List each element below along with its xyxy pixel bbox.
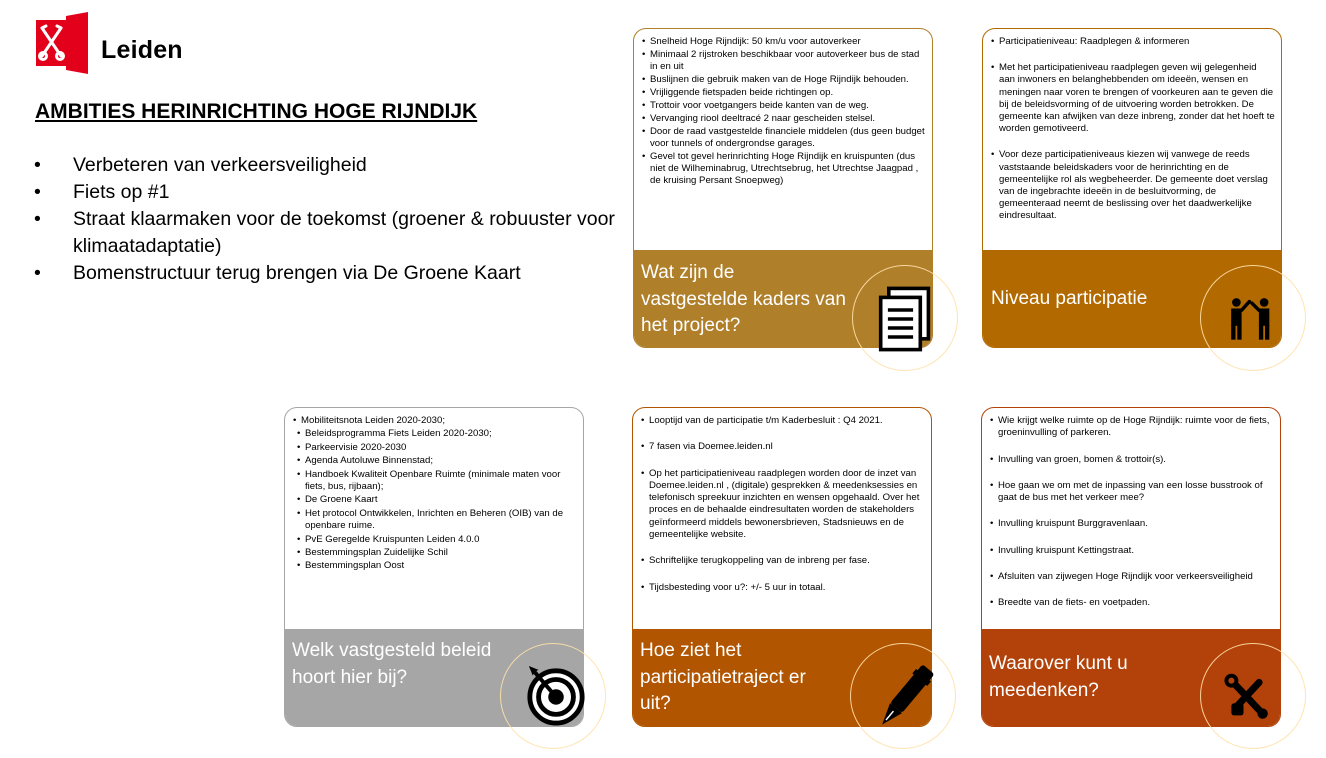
list-item: • Schriftelijke terugkoppeling van de inbreng per fase.	[641, 555, 925, 567]
tools-icon	[1221, 672, 1273, 724]
list-item: • Mobiliteitsnota Leiden 2020-2030;	[293, 415, 577, 427]
card-kaders-circle	[852, 265, 958, 371]
list-item: • Straat klaarmaken voor de toekomst (groener & robuuster voor klimaatadaptatie)	[30, 206, 625, 260]
list-item: • Afsluiten van zijwegen Hoge Rijndijk voor verkeersveiligheid	[990, 571, 1274, 583]
card-beleid-circle	[500, 643, 606, 749]
list-item: • Trottoir voor voetgangers beide kanten van de weg.	[642, 100, 926, 112]
list-item: • Fiets op #1	[30, 179, 625, 206]
list-item: • Voor deze participatieniveaus kiezen wij vanwege de reeds vaststaande beleidskaders voor de herinrichting en de gemeentelijke rol als wegbeheerder. De gemeente doet verslag van de ingebrachte ideeën in de besluitvorming, de gemeenteraad neemt de beslissing over het daadwerkelijke eindresultaat.	[991, 149, 1275, 222]
card-participatie-circle	[1200, 265, 1306, 371]
list-item: • Verbeteren van verkeersveiligheid	[30, 152, 625, 179]
page-title: AMBITIES HERINRICHTING HOGE RIJNDIJK	[35, 100, 478, 123]
card-participatie-content	[983, 29, 1281, 224]
list-item: • Buslijnen die gebruik maken van de Hoge Rijndijk behouden.	[642, 74, 926, 86]
list-item: • Vrijliggende fietspaden beide richtingen op.	[642, 87, 926, 99]
list-item: • Minimaal 2 rijstroken beschikbaar voor autoverkeer bus de stad in en uit	[642, 49, 926, 73]
leiden-keys-logo-icon	[36, 12, 88, 74]
list-item: • 7 fasen via Doemee.leiden.nl	[641, 441, 925, 453]
target-icon	[525, 664, 587, 726]
list-item: • Door de raad vastgestelde financiele middelen (dus geen budget voor tunnels of ondergrondse garages.	[642, 126, 926, 150]
card-kaders-title: Wat zijn de vastgestelde kaders van het project?	[641, 262, 846, 336]
list-item: • Snelheid Hoge Rijndijk: 50 km/u voor autoverkeer	[642, 36, 926, 48]
list-item: • Invulling kruispunt Burggravenlaan.	[990, 518, 1274, 530]
people-icon	[1226, 296, 1278, 340]
list-item: • Invulling van groen, bomen & trottoir(s).	[990, 454, 1274, 466]
list-item: • De Groene Kaart	[297, 494, 577, 506]
pen-icon	[869, 658, 939, 736]
list-item: • Participatieniveau: Raadplegen & informeren	[991, 36, 1275, 48]
list-item: • Agenda Autoluwe Binnenstad;	[297, 455, 577, 467]
list-item: • PvE Geregelde Kruispunten Leiden 4.0.0	[297, 534, 577, 546]
logo-text: Leiden	[101, 36, 183, 64]
leiden-logo	[36, 12, 186, 76]
list-item: • Met het participatieniveau raadplegen geven wij gelegenheid aan inwoners en belanghebbenden om ideeën, wensen en meningen naar voren te brengen of voorkeuren aan te geven die bij de beleidsvorming of de uitvoering worden betrokken. De gemeente kan afwijken van deze inbreng, zonder dat het hoeft te worden gemotiveerd.	[991, 62, 1275, 135]
card-meedenken-title: Waarover kunt u meedenken?	[989, 653, 1128, 701]
list-item: • Bestemmingsplan Oost	[297, 560, 577, 572]
list-item: • Hoe gaan we om met de inpassing van een losse busstrook of gaat de bus met het verkeer mee?	[990, 480, 1274, 505]
list-item: • Het protocol Ontwikkelen, Inrichten en Beheren (OIB) van de openbare ruime.	[297, 508, 577, 533]
card-beleid-content	[285, 408, 583, 574]
list-item: • Handboek Kwaliteit Openbare Ruimte (minimale maten voor fiets, bus, rijbaan);	[297, 469, 577, 494]
list-item: • Vervanging riool deeltracé 2 naar gescheiden stelsel.	[642, 113, 926, 125]
list-item: • Op het participatieniveau raadplegen worden door de inzet van Doemee.leiden.nl , (digitale) gesprekken & meedenksessies en telefonisch spreekuur inzichten en wensen opgehaald. Over het proces en de behaalde eindresultaten worden de stakeholders geïnformeerd middels bewonersbrieven, Stadsnieuws en de gemeentelijke website.	[641, 468, 925, 542]
card-meedenken-content	[982, 408, 1280, 611]
card-meedenken-circle	[1200, 643, 1306, 749]
documents-icon	[878, 286, 932, 352]
list-item: • Bestemmingsplan Zuidelijke Schil	[297, 547, 577, 559]
card-traject-content	[633, 408, 931, 595]
card-kaders-content	[634, 29, 932, 188]
list-item: • Looptijd van de participatie t/m Kaderbesluit : Q4 2021.	[641, 415, 925, 427]
card-participatie-title: Niveau participatie	[991, 288, 1148, 309]
ambitions-list	[30, 152, 625, 287]
card-traject-circle	[850, 643, 956, 749]
list-item: • Parkeervisie 2020-2030	[297, 442, 577, 454]
card-traject-title: Hoe ziet het participatietraject er uit?	[640, 640, 806, 714]
list-item: • Bomenstructuur terug brengen via De Groene Kaart	[30, 260, 625, 287]
list-item: • Tijdsbesteding voor u?: +/- 5 uur in totaal.	[641, 582, 925, 594]
list-item: • Gevel tot gevel herinrichting Hoge Rijndijk en kruispunten (dus niet de Wilheminabrug, Utrechtsebrug, het Utrechtse Jaagpad , de kruising Persant Snoepweg)	[642, 151, 926, 187]
list-item: • Breedte van de fiets- en voetpaden.	[990, 597, 1274, 609]
list-item: • Invulling kruispunt Kettingstraat.	[990, 545, 1274, 557]
card-beleid-title: Welk vastgesteld beleid hoort hier bij?	[292, 640, 492, 688]
list-item: • Wie krijgt welke ruimte op de Hoge Rijndijk: ruimte voor de fiets, groeninvulling of parkeren.	[990, 415, 1274, 440]
list-item: • Beleidsprogramma Fiets Leiden 2020-2030;	[297, 428, 577, 440]
